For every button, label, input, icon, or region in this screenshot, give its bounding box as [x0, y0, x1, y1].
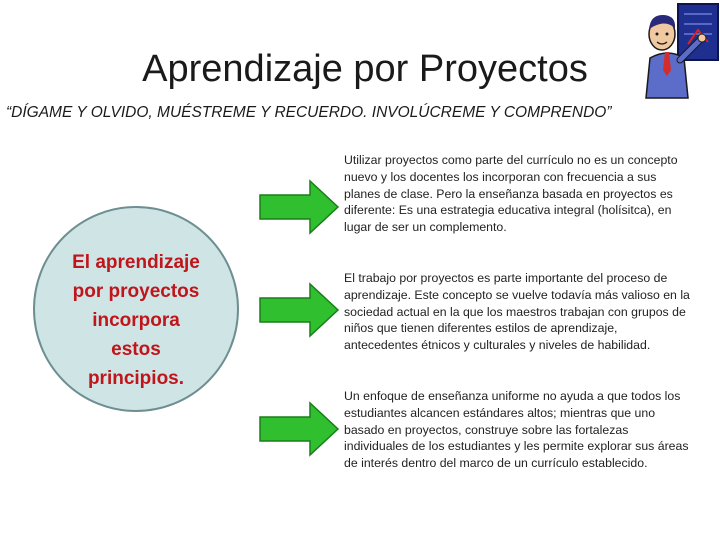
slide-quote: “DÍGAME Y OLVIDO, MUÉSTREME Y RECUERDO. INVOLÚCREME Y COMPRENDO” [6, 104, 612, 121]
circle-text-line: principios. [87, 368, 185, 389]
paragraph-3: Un enfoque de enseñanza uniforme no ayuda a que todos los estudiantes alcancen estándares altos; mientras que uno basado en proyectos, construye sobre las fortalezas individuales de los estudiantes y les permite explorar sus áreas de interés dentro del marco de un currículo establecido. [344, 389, 689, 471]
circle-text-line: incorpora [92, 310, 180, 331]
right-arrow-icon [258, 401, 340, 457]
circle-text-line: por proyectos [72, 281, 200, 302]
paragraph-1: Utilizar proyectos como parte del currículo no es un concepto nuevo y los docentes los incorporan con frecuencia a sus planes de clase. Pero la enseñanza basada en proyectos es diferente: Es una estrategia educativa integral (holísitca), en lugar de ser un complemento. [344, 153, 678, 235]
principles-circle-text [33, 248, 239, 393]
teacher-clipart-icon [638, 0, 720, 100]
circle-text-line: El aprendizaje [72, 252, 200, 273]
right-arrow-icon [258, 282, 340, 338]
circle-text-line: estos [111, 339, 161, 360]
right-arrow-icon [258, 179, 340, 235]
slide-title: Aprendizaje por Proyectos [142, 48, 588, 90]
paragraph-2: El trabajo por proyectos es parte importante del proceso de aprendizaje. Este concepto se vuelve todavía más valioso en la sociedad actual en la que los maestros trabajan con grupos de niños que tienen diferentes estilos de aprendizaje, antecedentes étnicos y culturales y niveles de habilidad. [344, 271, 690, 353]
